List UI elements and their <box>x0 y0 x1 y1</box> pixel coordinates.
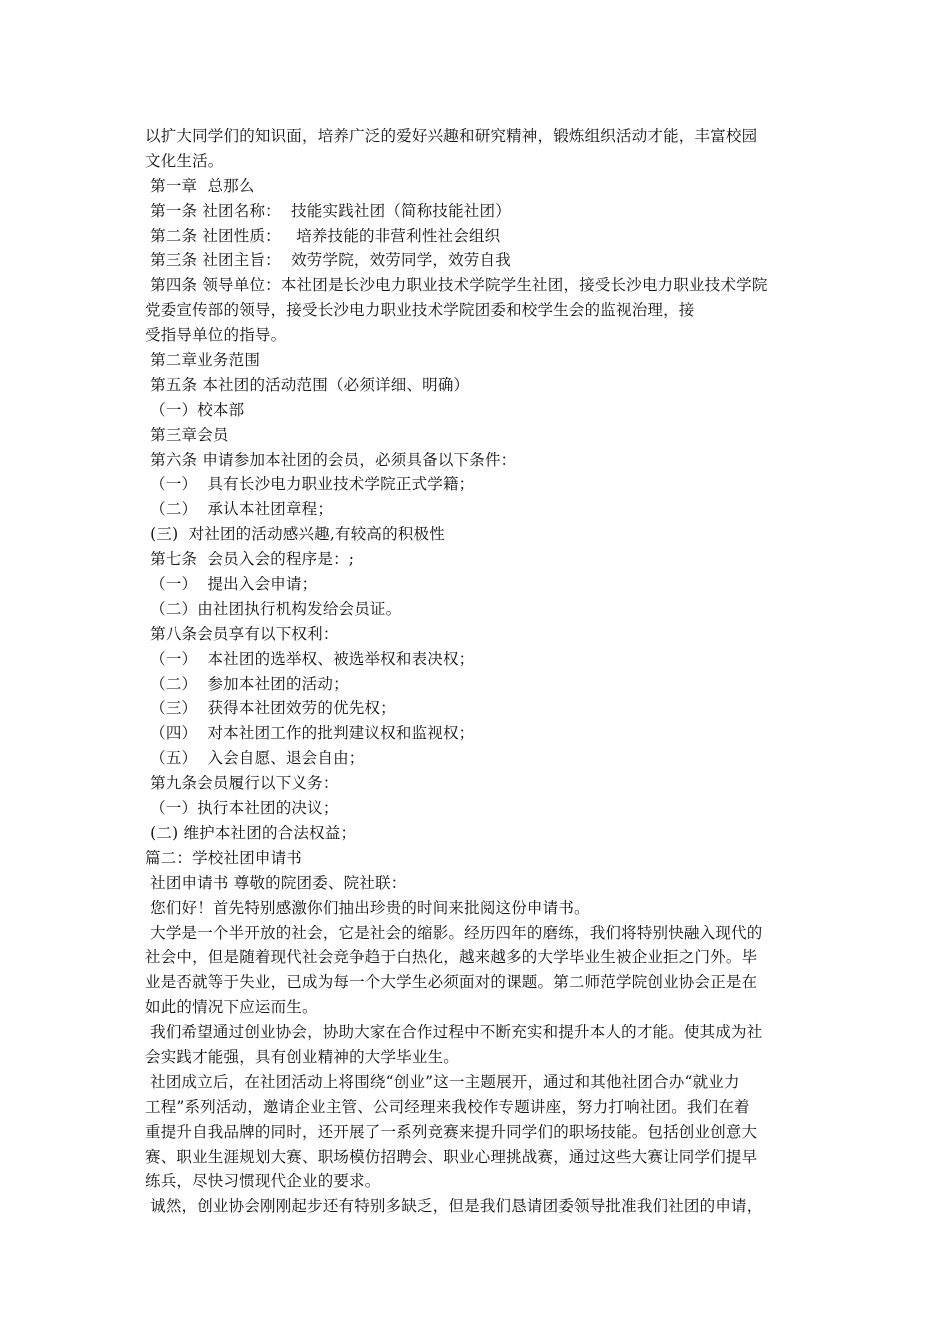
document-body <box>145 124 810 1219</box>
text-line: 社团成立后，在社团活动上将围绕“创业”这一主题展开，通过和其他社团合办“就业力 <box>145 1072 740 1091</box>
text-line: 党委宣传部的领导，接受长沙电力职业技术学院团委和校学生会的监视治理，接 <box>145 301 695 320</box>
text-line: 社会中，但是随着现代社会竞争趋于白热化，越来越多的大学毕业生被企业拒之门外。毕 <box>145 948 758 967</box>
text-line: 第一条 社团名称： 技能实践社团（简称技能社团） <box>145 201 511 220</box>
text-line: 大学是一个半开放的社会，它是社会的缩影。经历四年的磨练，我们将特别快融入现代的 <box>145 923 763 942</box>
text-line: 业是否就等于失业，已成为每一个大学生必须面对的课题。第二师范学院创业协会正是在 <box>145 973 758 992</box>
text-line: 重提升自我品牌的同时，还开展了一系列竞赛来提升同学们的职场技能。包括创业创意大 <box>145 1122 758 1141</box>
text-line: 如此的情况下应运而生。 <box>145 998 318 1017</box>
text-line: 赛、职业生涯规划大赛、职场模仿招聘会、职业心理挑战赛，通过这些大赛让同学们提早 <box>145 1147 758 1166</box>
text-line: （三） 获得本社团效劳的优先权； <box>145 699 396 718</box>
text-line: （二） 参加本社团的活动； <box>145 674 349 693</box>
text-line: （一）校本部 <box>145 400 245 419</box>
text-line: 会实践才能强，具有创业精神的大学毕业生。 <box>145 1047 460 1066</box>
text-line: 我们希望通过创业协会，协助大家在合作过程中不断充实和提升本人的才能。使其成为社 <box>145 1023 763 1042</box>
text-line: 第三章会员 <box>145 425 229 444</box>
text-line: 社团申请书 尊敬的院团委、院社联： <box>145 873 407 892</box>
text-line: 工程”系列活动，邀请企业主管、公司经理来我校作专题讲座，努力打响社团。我们在着 <box>145 1097 750 1116</box>
text-line: 第二章业务范围 <box>145 351 261 370</box>
text-line: （五） 入会自愿、退会自由； <box>145 749 365 768</box>
text-line: 练兵，尽快习惯现代企业的要求。 <box>145 1172 381 1191</box>
text-line: 第四条 领导单位：本社团是长沙电力职业技术学院学生社团，接受长沙电力职业技术学院 <box>145 276 768 295</box>
text-line: 第一章 总那么 <box>145 176 255 195</box>
text-line: 第六条 申请参加本社团的会员，必须具备以下条件： <box>145 450 517 469</box>
text-line: （四） 对本社团工作的批判建议权和监视权； <box>145 724 475 743</box>
text-line: （二） 承认本社团章程； <box>145 500 334 519</box>
text-line: （一） 提出入会申请； <box>145 575 318 594</box>
text-line: （一） 本社团的选举权、被选举权和表决权； <box>145 649 475 668</box>
text-line: 第二条 社团性质： 培养技能的非营利性社会组织 <box>145 226 501 245</box>
text-line: 诚然，创业协会刚刚起步还有特别多缺乏，但是我们恳请团委领导批准我们社团的申请， <box>145 1197 763 1216</box>
text-line: 您们好！首先特别感激你们抽出珍贵的时间来批阅这份申请书。 <box>145 898 590 917</box>
text-line: 第八条会员享有以下权利： <box>145 624 339 643</box>
text-line: 第七条 会员入会的程序是：; <box>145 550 355 569</box>
text-line: （二）由社团执行机构发给会员证。 <box>145 599 402 618</box>
text-line: 受指导单位的指导。 <box>145 326 287 345</box>
text-line: 第三条 社团主旨： 效劳学院，效劳同学，效劳自我 <box>145 251 511 270</box>
text-line: 篇二：学校社团申请书 <box>145 848 303 867</box>
text-line: 第九条会员履行以下义务： <box>145 774 339 793</box>
text-line: （一） 具有长沙电力职业技术学院正式学籍； <box>145 475 475 494</box>
text-line: 文化生活。 <box>145 151 224 170</box>
text-line: (二) 维护本社团的合法权益； <box>145 823 357 842</box>
text-line: （一）执行本社团的决议； <box>145 799 339 818</box>
text-line: 以扩大同学们的知识面，培养广泛的爱好兴趣和研究精神，锻炼组织活动才能，丰富校园 <box>145 127 758 145</box>
text-line: (三) 对社团的活动感兴趣,有较高的积极性 <box>145 525 445 544</box>
text-line: 第五条 本社团的活动范围（必须详细、明确） <box>145 375 470 394</box>
